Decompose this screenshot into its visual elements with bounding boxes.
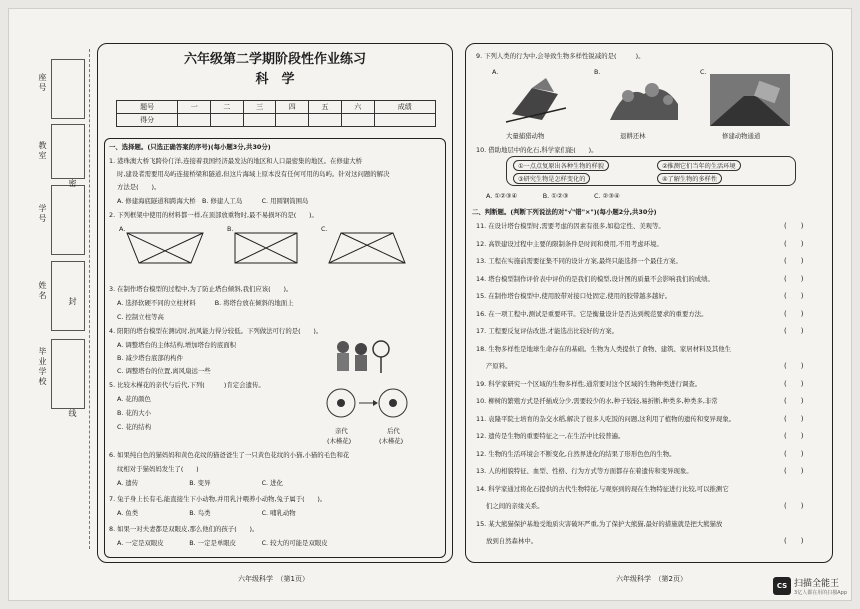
q9-option-b: B.	[594, 68, 601, 76]
answer-blank[interactable]: ( )	[784, 502, 804, 510]
seal-char-2: 封	[68, 297, 77, 305]
q9-caption-c: 修建动物通道	[722, 132, 761, 140]
score-cell[interactable]	[309, 114, 342, 127]
scanner-watermark	[773, 576, 847, 596]
answer-blank[interactable]: ( )	[784, 239, 804, 248]
seat-number-box	[51, 59, 85, 119]
score-table	[116, 100, 436, 127]
score-cell[interactable]	[276, 114, 309, 127]
answer-options: C. 控制立柱等高	[117, 313, 164, 321]
answer-blank[interactable]: ( )	[784, 274, 804, 283]
q10-item: ①一点点复原出各种生物的样貌	[513, 160, 609, 171]
judgement-question-line: 10. 柳树的繁殖方式是扦插成分少,需要较少的水,种子较轻,易折断,种类多,种类多,非常	[476, 397, 718, 405]
page-1	[97, 43, 453, 583]
camscanner-logo: CS	[773, 577, 791, 595]
judgement-question-line: 14. 塔台模型制作评价表中评价的是我们的模型,设计图的质量不会影响我们的成绩。	[476, 274, 714, 283]
judgement-question-line: 们之间的亲缘关系。	[486, 502, 544, 510]
judgement-question-line: 13. 工程在实施前需要征集不同的设计方案,最终只能选择一个最佳方案。	[476, 257, 682, 265]
answer-options: A. 调整塔台的主体结构,增加塔台的底面积	[117, 341, 236, 349]
judgement-question-line: 19. 科学家研究一个区域的生物多样性,通常要对这个区域的生物种类进行调查。	[476, 379, 702, 388]
answer-options: C. 调整塔台的位置,离风扇远一些	[117, 367, 211, 375]
section-1-frame	[104, 138, 446, 558]
binding-strip	[29, 49, 91, 549]
name-box	[51, 261, 85, 331]
answer-blank[interactable]: ( )	[784, 537, 804, 545]
reforestation-illustration	[606, 74, 682, 126]
wildlife-passage-illustration	[710, 74, 790, 126]
name-label: 姓名	[38, 281, 47, 301]
score-header-row	[117, 101, 436, 114]
exam-sheet	[8, 8, 852, 601]
answer-blank[interactable]: ( )	[784, 362, 804, 370]
page-2-footer: 六年级科学 （第2页）	[616, 575, 687, 583]
score-value-row	[117, 114, 436, 127]
question-line: 方法是( )。	[117, 183, 161, 191]
answer-options: A. ①②③④ B. ①②③ C. ②③④	[486, 192, 620, 200]
q2-option-b: B.	[227, 225, 234, 233]
q10-item: ④了解生物的多样性	[657, 173, 722, 184]
score-cell[interactable]	[374, 114, 435, 127]
answer-options: A. 修建海底隧道和跨海大桥 B. 修建人工岛 C. 用圆钢筒围岛	[117, 197, 309, 205]
answer-options: A. 选择软硬不同的立柱材料 B. 将塔台放在倾斜的地面上	[117, 299, 294, 307]
score-header-cell: 一	[178, 101, 211, 114]
question-line: 1. 港珠澳大桥飞跨伶仃洋,连接着我国经济最发达的地区和人口最密集的地区。在修建大桥	[109, 157, 363, 165]
binding-cut-line	[89, 49, 90, 549]
watermark-tagline: 3亿人都在用的扫描App	[794, 590, 847, 596]
answer-options: A. 鱼类 B. 鸟类 C. 哺乳动物	[117, 509, 296, 517]
score-header-cell: 三	[243, 101, 276, 114]
q9-option-a: A.	[492, 68, 499, 76]
judgement-question-line: 产原料。	[486, 362, 512, 370]
question-line: 10. 借助地层中的化石,科学家们能( )。	[476, 146, 598, 154]
student-id-box	[51, 185, 85, 255]
judgement-question-line: 11. 在设计塔台模型时,需要考虑的因素有很多,如稳定性、美观等。	[476, 222, 665, 230]
question-line: 时,建设者需要用岛屿连接桥梁和隧道,但这片海域上原本没有任何可用的岛屿。针对这问题的解决	[117, 170, 390, 178]
score-row-label: 得分	[117, 114, 178, 127]
answer-blank[interactable]: ( )	[784, 467, 804, 475]
judgement-question-line: 12. 生物的生活环境会不断变化,自然界进化的结果了形形色色的生物。	[476, 449, 676, 458]
judgement-question-line: 12. 高铁建设过程中主要的限制条件是时间和费用,不用考虑环境。	[476, 239, 663, 248]
judgement-question-line: 15. 某大熊猫保护基地受地质灾害破坏严重,为了保护大熊猫,最好的措施就是把大熊猫放	[476, 519, 723, 528]
answer-options: B. 花的大小	[117, 409, 152, 417]
seal-char-1: 密	[68, 179, 77, 187]
answer-options: A. 一定是双眼皮 B. 一定是单眼皮 C. 较大的可能是双眼皮	[117, 539, 328, 547]
answer-options: A. 花的颜色	[117, 395, 151, 403]
answer-blank[interactable]: ( )	[784, 449, 804, 458]
judgement-question-line: 16. 在一项工程中,测试是重要环节。它是衡量设计是否达到规范要求的重要方法。	[476, 309, 708, 318]
score-cell[interactable]	[178, 114, 211, 127]
section-2-heading: 二、判断题。(判断下列说法的对"√"错"×")(每小题2分,共30分)	[472, 208, 657, 216]
seat-number-label: 座号	[38, 73, 47, 93]
answer-blank[interactable]: ( )	[784, 432, 804, 440]
exam-title: 六年级第二学期阶段性作业练习	[183, 52, 366, 67]
answer-options: C. 花的结构	[117, 423, 152, 431]
q9-option-c: C.	[700, 68, 707, 76]
school-label: 毕业学校	[38, 347, 47, 387]
section-1-heading: 一、选择题。(只选正确答案的序号)(每小题3分,共30分)	[109, 143, 271, 151]
watermark-name: 扫描全能王	[794, 579, 840, 589]
question-line: 4. 阳阳的塔台模型在测试时,抗风能力得分较低。下列做法可行的是( )。	[109, 327, 323, 335]
q10-item: ③研究生物是怎样变化的	[513, 173, 590, 184]
question-line: 纹相对于猫妈妈发生了( )	[117, 465, 199, 473]
frame-b-diagram	[233, 231, 299, 265]
q2-option-a: A.	[119, 225, 126, 233]
seal-char-3: 线	[68, 409, 77, 417]
answer-blank[interactable]: ( )	[784, 309, 804, 318]
question-line: 2. 下列框架中使用的材料都一样,在顶部放重物时,最不易损坏的是( )。	[109, 211, 318, 219]
answer-blank[interactable]: ( )	[784, 292, 804, 300]
parent-caption: 亲代	[335, 427, 348, 435]
classroom-label: 教室	[38, 141, 47, 161]
question-line: 7. 兔子身上长有毛,能直接生下小动物,并用乳汁喂养小动物,兔子属于( )。	[109, 495, 327, 503]
student-id-label: 学号	[38, 204, 47, 224]
answer-blank[interactable]: ( )	[784, 397, 804, 405]
score-header-cell: 五	[309, 101, 342, 114]
classroom-box	[51, 124, 85, 179]
answer-blank[interactable]: ( )	[784, 327, 804, 335]
page-1-footer: 六年级科学 （第1页）	[238, 575, 309, 583]
q2-option-c: C.	[321, 225, 328, 233]
question-line: 8. 如果一对夫妻都是双眼皮,那么他们的孩子( )。	[109, 525, 259, 533]
answer-options: B. 减少塔台底部的构件	[117, 354, 183, 362]
judgement-question-line: 15. 在制作塔台模型中,使用胶带对接口处固定,使用的胶带越多越好。	[476, 292, 672, 300]
frame-c-diagram	[327, 231, 407, 265]
judgement-question-line: 13. 人的相貌特征、血型、性格、行为方式等方面都存在着遗传和变异现象。	[476, 467, 693, 475]
score-header-cell: 成绩	[374, 101, 435, 114]
score-cell[interactable]	[243, 114, 276, 127]
frame-a-diagram	[125, 231, 205, 265]
judgement-question-line: 14. 科学家通过将化石提供的古代生物特征,与观察到的现在生物特征进行比较,可以推测它	[476, 484, 729, 493]
parent-species-caption: (木槿花)	[327, 437, 352, 445]
judgement-question-line: 11. 袁隆平院士培育的杂交水稻,解决了很多人吃饭的问题,这利用了植物的遗传和变异现象。	[476, 414, 736, 423]
offspring-species-caption: (木槿花)	[379, 437, 404, 445]
judgement-question-line: 放到自然森林中。	[486, 537, 538, 545]
score-cell[interactable]	[341, 114, 374, 127]
answer-blank[interactable]: ( )	[784, 379, 804, 388]
q9-caption-b: 退耕还林	[620, 132, 646, 140]
q10-items-frame	[506, 156, 796, 186]
score-header-cell: 二	[211, 101, 244, 114]
exam-subject: 科 学	[255, 72, 295, 87]
offspring-caption: 后代	[387, 427, 400, 435]
q9-caption-a: 大量捕猎动物	[506, 132, 545, 140]
question-line: 9. 下列人类的行为中,会导致生物多样性锐减的是( )。	[476, 52, 645, 60]
answer-options: A. 遗传 B. 变异 C. 进化	[117, 479, 283, 487]
school-box	[51, 339, 85, 409]
answer-blank[interactable]: ( )	[784, 414, 804, 423]
q10-item: ②推测它们当年的生活环境	[657, 160, 741, 171]
hunting-illustration	[502, 74, 572, 126]
page-2	[465, 43, 833, 583]
question-line: 3. 在制作塔台模型的过程中,为了防止塔台倾斜,我们应该( )。	[109, 285, 293, 293]
fan-test-illustration	[331, 335, 391, 375]
answer-blank[interactable]: ( )	[784, 257, 804, 265]
score-header-cell: 题号	[117, 101, 178, 114]
hibiscus-flowers-illustration	[321, 385, 411, 425]
answer-blank[interactable]: ( )	[784, 222, 804, 230]
score-header-cell: 四	[276, 101, 309, 114]
question-line: 5. 比较木槿花的亲代与后代,下列( )肯定会遗传。	[109, 381, 265, 389]
judgement-question-line: 12. 遗传是生物的重要特征之一,在生活中比较普遍。	[476, 432, 625, 440]
score-header-cell: 六	[341, 101, 374, 114]
score-cell[interactable]	[211, 114, 244, 127]
judgement-question-line: 18. 生物多样性是地球生命存在的基础。生物为人类提供了食物、建筑、家居材料及其他生	[476, 344, 732, 353]
judgement-question-line: 17. 工程要反复评估改进,才能选出比较好的方案。	[476, 327, 619, 335]
question-line: 6. 如果纯白色的猫妈妈和黄色花纹的猫爸爸生了一只黄色花纹的小猫,小猫的毛色和花	[109, 451, 350, 459]
